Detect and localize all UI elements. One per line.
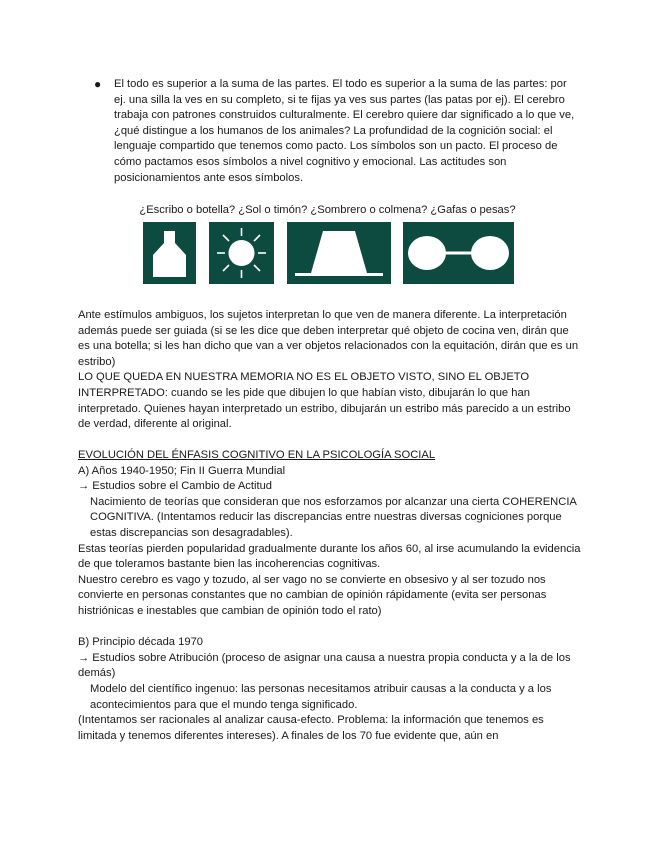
section-a-paragraph-2: Estas teorías pierden popularidad gradualmente durante los años 60, al irse acumulando la evidencia de que toleramos bastante bien las incoherencias cognitivas. — [78, 542, 581, 571]
section-a-paragraph-1: Nacimiento de teorías que consideran que nos esforzamos por alcanzar una cierta COHERENCIA COGNITIVA. (Intentamos reducir las discrepancias entre nuestras diversas cogniciones porque estas discrepancias son desagradables). — [90, 495, 577, 539]
figure-caption: ¿Escribo o botella? ¿Sol o timón? ¿Sombrero o colmena? ¿Gafas o pesas? — [139, 204, 516, 216]
blank-line — [78, 620, 582, 636]
section-b-arrow: → Estudios sobre Atribución (proceso de asignar una causa a nuestra propia conducta y a la de los demás) — [78, 651, 571, 680]
paragraph-ambiguous-stimuli: Ante estímulos ambiguos, los sujetos interpretan lo que ven de manera diferente. La interpretación además puede ser guiada (si se les dice que deben interpretar qué objeto de cocina ven, dirán que es una botella; si les han dicho que van a ver objetos relacionados con la equitación, dirán que es un estribo) — [78, 309, 579, 368]
section-heading: EVOLUCIÓN DEL ÉNFASIS COGNITIVO EN LA PSICOLOGÍA SOCIAL — [78, 449, 436, 461]
section-a-paragraph-3: Nuestro cerebro es vago y tozudo, al ser vago no se convierte en obsesivo y al ser tozudo nos convierte en personas constantes que no cambian de opinión rápidamente (evita ser personas histriónicas e inestables que cambian de opinión todo el rato) — [78, 573, 547, 617]
sun-icon — [209, 222, 274, 284]
ambiguous-figures — [0, 222, 655, 284]
paragraph-memory: LO QUE QUEDA EN NUESTRA MEMORIA NO ES EL OBJETO VISTO, SINO EL OBJETO INTERPRETADO: cuando se les pide que dibujen lo que habían visto, dibujarán lo que han interpretado. Quienes hayan interpretado un estribo, dibujarán un estribo más parecido a un estribo de verdad, diferente al original. — [78, 371, 571, 431]
hat-icon — [287, 222, 391, 284]
evolution-section — [78, 448, 582, 744]
section-b-paragraph-1: Modelo del científico ingenuo: las personas necesitamos atribuir causas a la conducta y a los acontecimientos para que el mundo tenga significado. — [90, 682, 552, 711]
section-a-title: A) Años 1940-1950; Fin II Guerra Mundial — [78, 464, 286, 477]
bullet-item — [96, 77, 580, 186]
bottle-icon — [143, 222, 196, 284]
section-b-paragraph-2: (Intentamos ser racionales al analizar causa-efecto. Problema: la información que tenemos es limitada y tenemos diferentes intereses). A finales de los 70 fue evidente que, aún en — [78, 714, 544, 742]
interpretation-section — [78, 308, 582, 433]
bullet-dot-icon: ● — [94, 77, 102, 91]
section-a-arrow: → Estudios sobre el Cambio de Actitud — [78, 480, 273, 493]
section-b-title: B) Principio década 1970 — [78, 636, 204, 649]
dumbbell-icon — [403, 222, 514, 284]
bullet-text: El todo es superior a la suma de las partes. El todo es superior a la suma de las partes: por ej. una silla la ves en su completo, si te fijas ya ves sus partes (las patas por ej). El cerebro trabaja con patrones construidos culturalmente. El cerebro quiere dar significado a lo que ve, ¿qué distingue a los humanos de los animales? La profundidad de la cognición social: el lenguaje compartido que tenemos como pacto. Los símbolos son un pacto. El proceso de cómo pactamos esos símbolos a nivel cognitivo y emocional. Las actitudes son posicionamientos ante esos símbolos. — [114, 78, 575, 184]
